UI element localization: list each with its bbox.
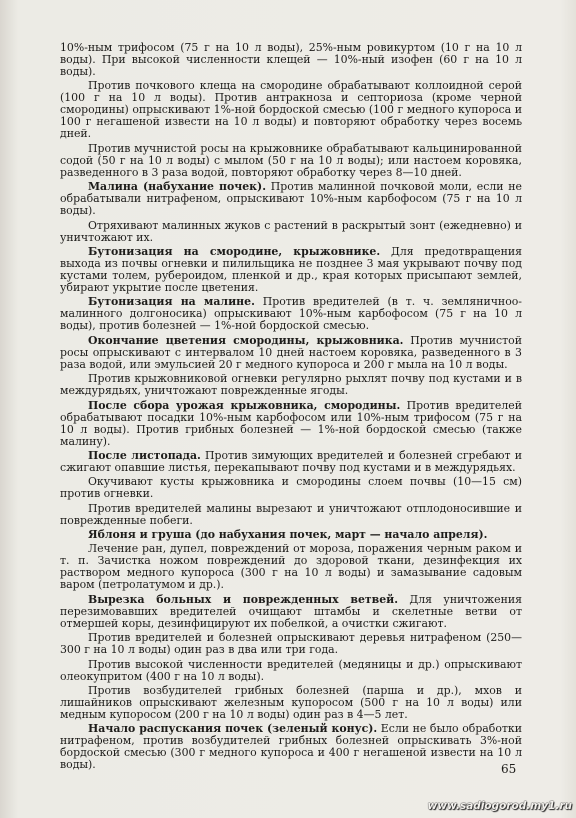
paragraph: Против вредителей малины вырезают и уничтожают отплодоносившие и поврежденные побеги. [60, 501, 522, 527]
section-heading: После сбора урожая крыжовника, смородины. [88, 398, 401, 412]
paragraph: 10%-ным трифосом (75 г на 10 л воды), 25%-ным ровикуртом (10 г на 10 л воды). При высокой численности клещей — 10%-ный изофен (60 г на 10 л воды). [60, 41, 522, 78]
paragraph: Против мучнистой росы на крыжовнике обрабатывают кальцинированной содой (50 г на 10 л воды) с мылом (50 г на 10 л воды); или настоем коровяка, разведенного в 3 раза водой, повторяют обработку через 8—10 дней. [60, 141, 522, 179]
site-watermark: www.sadiogorod.my1.ru [427, 800, 572, 812]
paragraph: Отряхивают малинных жуков с растений в раскрытый зонт (ежедневно) и уничтожают их. [60, 218, 522, 244]
section-heading: Малина (набухание почек). [88, 180, 266, 194]
paragraph: Окучивают кусты крыжовника и смородины слоем почвы (10—15 см) против огневки. [60, 475, 522, 501]
paragraph: После листопада. Против зимующих вредителей и болезней сгребают и сжигают опавшие листья, перекапывают почву под кустами и в междурядьях. [60, 448, 522, 474]
paragraph: Против почкового клеща на смородине обрабатывают коллоидной серой (100 г на 10 л воды). Против антракноза и септориоза (кроме черной смородины) опрыскивают 1%-ной бордоской смесью (100 г медного купороса и 100 г негашеной извести на 10 л воды) и повторяют обработку через восемь дней. [60, 79, 522, 141]
section-heading: Окончание цветения смородины, крыжовника. [88, 333, 404, 347]
paragraph: Против крыжовниковой огневки регулярно рыхлят почву под кустами и в междурядьях, уничтожают поврежденные ягоды. [60, 372, 522, 398]
paragraph: Малина (набухание почек). Против малинной почковой моли, если не обрабатывали нитрафеном, опрыскивают 10%-ным карбофосом (75 г на 10 л воды). [60, 180, 522, 218]
section-heading: Начало распускания почек (зеленый конус). [88, 722, 378, 736]
paragraph [60, 529, 522, 541]
paragraph: Окончание цветения смородины, крыжовника. Против мучнистой росы опрыскивают с интервалом 10 дней настоем коровяка, разведенного в 3 раза водой, или эмульсией 20 г медного купороса и 200 г мыла на 10 л воды. [60, 333, 522, 371]
section-heading: Яблоня и груша (до набухания почек, март — начало апреля). [88, 528, 488, 542]
page-number: 65 [501, 762, 517, 776]
section-heading: Вырезка больных и поврежденных ветвей. [88, 592, 398, 606]
paragraph: Бутонизация на смородине, крыжовнике. Для предотвращения выхода из почвы огневки и пилильщика не позднее 3 мая укрывают почву под кустами толем, рубероидом, пленкой и др., края которых присыпают землей, убирают укрытие после цветения. [60, 244, 522, 294]
paragraph: Против высокой численности вредителей (медяницы и др.) опрыскивают олеокупритом (400 г на 10 л воды). [60, 657, 522, 683]
paragraph: Вырезка больных и поврежденных ветвей. Для уничтожения перезимовавших вредителей очищают штамбы и скелетные ветви от отмершей коры, дезинфицируют их побелкой, а очистки сжигают. [60, 592, 522, 630]
paragraph: Бутонизация на малине. Против вредителей (в т. ч. земляничноо-малинного долгоносика) опрыскивают 10%-ным карбофосом (75 г на 10 л воды), против болезней — 1%-ной бордоской смесью. [60, 295, 522, 333]
paragraph: Против возбудителей грибных болезней (парша и др.), мхов и лишайников опрыскивают железным купоросом (500 г на 10 л воды) или медным купоросом (200 г на 10 л воды) один раз в 4—5 лет. [60, 684, 522, 722]
paragraph: Лечение ран, дупел, повреждений от мороза, поражения черным раком и т. п. Зачистка ножом повреждений до здоровой ткани, дезинфекция их раствором медного купороса (300 г на 10 л воды) и замазывание садовым варом (петролатумом и др.). [60, 542, 522, 592]
paragraph: Начало распускания почек (зеленый конус). Если не было обработки нитрафеном, против возбудителей грибных болезней опрыскивать 3%-ной бордоской смесью (300 г медного купороса и 400 г негашеной извести на 10 л воды). [60, 722, 522, 772]
paragraph: Против вредителей и болезней опрыскивают деревья нитрафеном (250—300 г на 10 л воды) один раз в два или три года. [60, 631, 522, 657]
section-heading: Бутонизация на малине. [88, 295, 255, 309]
page-text [60, 42, 522, 774]
section-heading: Бутонизация на смородине, крыжовнике. [88, 244, 381, 258]
section-heading: После листопада. [88, 448, 201, 462]
paragraph: После сбора урожая крыжовника, смородины. Против вредителей обрабатывают посадки 10%-ным карбофосом или 10%-ным трифосом (75 г на 10 л воды). Против грибных болезней — 1%-ной бордоской смесью (также малину). [60, 398, 522, 448]
